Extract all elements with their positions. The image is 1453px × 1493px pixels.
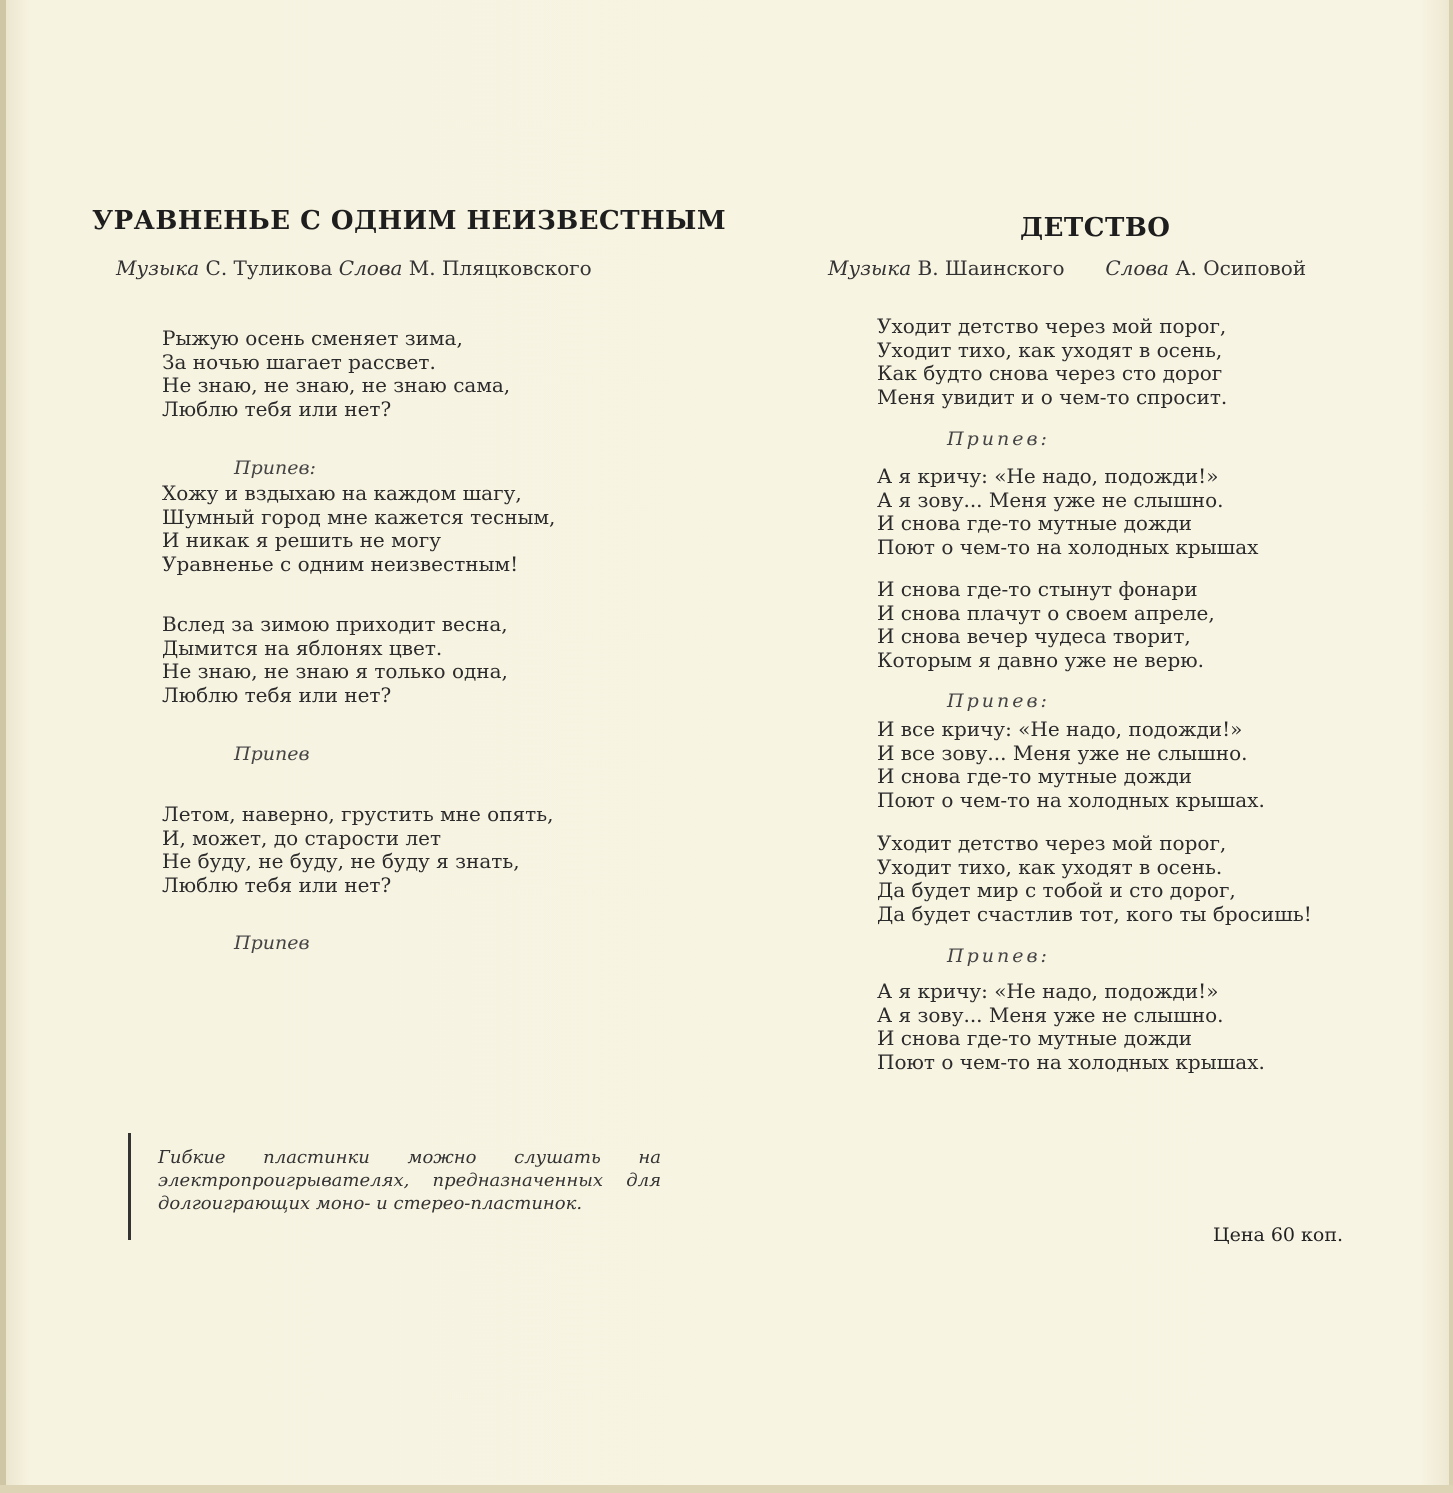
- lyric-line: Меня увидит и о чем-то спросит.: [877, 384, 1228, 409]
- paper-edge-right: [1449, 0, 1453, 1493]
- song2-chorus1: [877, 465, 1258, 559]
- song2-stanza3: [877, 832, 1312, 926]
- song1-music-label: Музыка: [116, 256, 200, 280]
- lyric-line: И все кричу: «Не надо, подожди!»: [877, 717, 1243, 741]
- lyric-line: Уходит детство через мой порог,: [877, 831, 1227, 855]
- paper-edge-left: [0, 0, 6, 1493]
- lyric-line: Вслед за зимою приходит весна,: [162, 612, 508, 636]
- song1-words-by: М. Пляцковского: [408, 256, 592, 280]
- flexible-record-note: Гибкие пластинки можно слушать на электропроигрывателях, предназначенных для долгоиграющих моно- и стерео-пластинок.: [158, 1147, 661, 1214]
- lyric-line: Поют о чем-то на холодных крышах.: [877, 1049, 1265, 1074]
- lyric-line: Не буду, не буду, не буду я знать,: [162, 849, 520, 873]
- lyric-line: Люблю тебя или нет?: [162, 682, 392, 707]
- lyric-line: И снова где-то стынут фонари: [877, 577, 1198, 601]
- song2-stanza1: [877, 315, 1227, 409]
- song1-chorus-ref2: Припев: [234, 932, 310, 954]
- song2-music-by: В. Шаинского: [917, 256, 1065, 280]
- lyric-line: И никак я решить не могу: [162, 528, 441, 552]
- song2-music-label: Музыка: [828, 256, 912, 280]
- lyric-line: Рыжую осень сменяет зима,: [162, 326, 463, 350]
- lyric-line: Как будто снова через сто дорог: [877, 361, 1223, 385]
- song1-stanza3: [162, 803, 553, 897]
- song2-chorus-label3: Припев:: [947, 945, 1050, 967]
- lyric-line: Дымится на яблонях цвет.: [162, 635, 443, 660]
- song1-chorus-ref1: Припев: [234, 743, 310, 765]
- song1-credits: [116, 256, 592, 280]
- lyric-line: А я кричу: «Не надо, подожди!»: [877, 979, 1219, 1003]
- lyric-line: А я кричу: «Не надо, подожди!»: [877, 464, 1219, 488]
- song1-words-label: Слова: [338, 256, 403, 280]
- song2-chorus2: [877, 718, 1265, 812]
- lyric-line: Не знаю, не знаю я только одна,: [162, 659, 508, 683]
- song2-title: ДЕТСТВО: [1020, 213, 1171, 243]
- lyric-line: Уходит тихо, как уходят в осень,: [877, 337, 1223, 362]
- song1-title: УРАВНЕНЬЕ С ОДНИМ НЕИЗВЕСТНЫМ: [92, 206, 727, 236]
- paper-edge-bottom: [0, 1485, 1453, 1493]
- lyric-line: И все зову... Меня уже не слышно.: [877, 740, 1248, 765]
- song2-words-label: Слова: [1105, 256, 1169, 280]
- song1-stanza1: [162, 327, 510, 421]
- song1-stanza2: [162, 613, 508, 707]
- lyric-line: За ночью шагает рассвет.: [162, 349, 436, 374]
- price-label: Цена 60 коп.: [1213, 1224, 1344, 1246]
- song2-stanza2: [877, 578, 1215, 672]
- lyric-line: Хожу и вздыхаю на каждом шагу,: [162, 481, 522, 505]
- lyric-line: Люблю тебя или нет?: [162, 872, 392, 897]
- song2-chorus-label2: Припев:: [947, 690, 1050, 712]
- lyric-line: Летом, наверно, грустить мне опять,: [162, 802, 554, 826]
- lyric-line: И снова плачут о своем апреле,: [877, 600, 1215, 625]
- lyric-line: Шумный город мне кажется тесным,: [162, 504, 556, 529]
- song2-chorus3: [877, 980, 1265, 1074]
- song2-chorus-label1: Припев:: [947, 428, 1050, 450]
- lyric-line: Да будет счастлив тот, кого ты бросишь!: [877, 901, 1312, 926]
- lyric-line: И снова где-то мутные дожди: [877, 511, 1192, 535]
- song2-credits: [828, 256, 1306, 280]
- song1-music-by: С. Туликова: [205, 256, 333, 280]
- lyric-line: Да будет мир с тобой и сто дорог,: [877, 878, 1236, 902]
- lyric-line: И снова вечер чудеса творит,: [877, 624, 1191, 648]
- lyric-line: Уходит тихо, как уходят в осень.: [877, 854, 1223, 879]
- lyric-line: Поют о чем-то на холодных крышах: [877, 534, 1259, 559]
- lyric-line: Не знаю, не знаю, не знаю сама,: [162, 373, 511, 397]
- lyric-line: Уравненье с одним неизвестным!: [162, 551, 519, 576]
- song1-chorus: [162, 482, 555, 576]
- lyric-line: А я зову... Меня уже не слышно.: [877, 487, 1224, 512]
- song1-chorus-label: Припев:: [234, 457, 316, 479]
- lyric-line: Уходит детство через мой порог,: [877, 314, 1227, 338]
- lyric-line: Которым я давно уже не верю.: [877, 647, 1205, 672]
- song2-words-by: А. Осиповой: [1175, 256, 1307, 280]
- lyric-line: И снова где-то мутные дожди: [877, 764, 1192, 788]
- lyric-line: И, может, до старости лет: [162, 825, 442, 850]
- lyric-line: Люблю тебя или нет?: [162, 396, 392, 421]
- lyric-line: И снова где-то мутные дожди: [877, 1026, 1192, 1050]
- lyric-line: Поют о чем-то на холодных крышах.: [877, 787, 1265, 812]
- note-divider: [128, 1133, 131, 1240]
- lyric-line: А я зову... Меня уже не слышно.: [877, 1002, 1224, 1027]
